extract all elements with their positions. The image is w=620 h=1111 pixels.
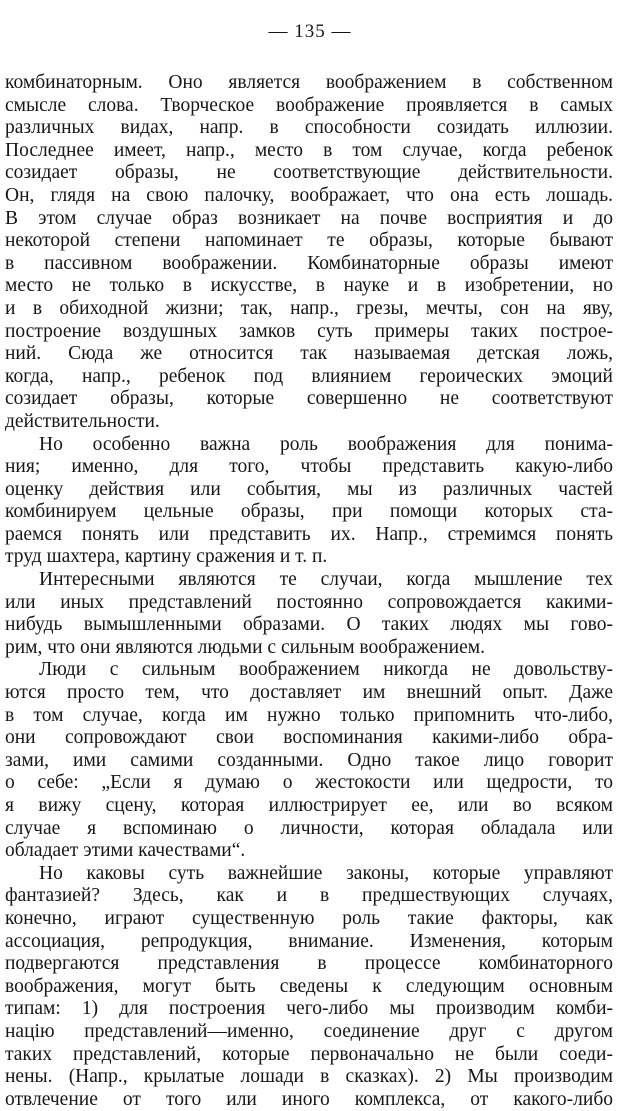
text-line: націю представлений—именно, соединение друг с другом [5,1020,613,1042]
text-line: я вижу сцену, которая иллюстрирует ее, или во всяком [5,795,613,816]
text-line: ний. Сюда же относится так называемая детская ложь, [5,343,613,365]
text-line: нибудь вымышленными образами. О таких людях мы гово- [5,614,613,636]
text-line: когда, напр., ребенок под влиянием героических эмоций [5,365,613,387]
text-line: отвлечение от того или иного комплекса, от какого-либо [5,1088,613,1110]
text-line: В этом случае образ возникает на почве восприятия и до [5,207,613,229]
text-line: оценку действия или события, мы из различных частей [5,478,613,500]
text-line: некоторой степени напоминает те образы, которые бывают [5,230,613,252]
text-line: Люди с сильным воображением никогда не довольству- [39,659,613,681]
text-line: раемся понять или представить их. Напр., стремимся понять [5,523,613,545]
text-line: типам: 1) для построения чего-либо мы производим комби- [5,998,613,1020]
text-line: подвергаются представления в процессе комбинаторного [5,953,613,975]
text-line: нены. (Напр., крылатые лошади в сказках). 2) Мы производим [5,1066,613,1088]
text-line: они сопровождают свои воспоминания какими-либо обра- [5,727,613,749]
text-line: ния; именно, для того, чтобы представить какую-либо [5,456,613,478]
text-line: о себе: „Если я думаю о жестокости или щедрости, то [5,772,613,794]
text-line: таких представлений, которые первоначально не были соеди- [5,1043,613,1065]
text-line: комбинируем цельные образы, при помощи которых ста- [5,501,613,523]
page-number: — 135 — [268,21,352,42]
text-line: рим, что они являются людьми с сильным воображением. [5,636,485,658]
text-line: фантазией? Здесь, как и в предшествующих случаях, [5,885,613,907]
text-line: обладает этими качествами“. [5,840,246,862]
text-line: в пассивном воображении. Комбинаторные образы имеют [5,252,613,274]
text-line: ассоциация, репродукция, внимание. Изменения, которым [5,930,613,952]
text-line: и в обиходной жизни; так, напр., грезы, мечты, сон на яву, [5,297,613,319]
text-line: или иных представлений постоянно сопровождается какими- [5,591,613,613]
body-text [5,72,613,1111]
text-line: Он, глядя на свою палочку, воображает, что она есть лошадь. [5,184,613,206]
text-line: действительности. [5,410,160,432]
text-line: созидает образы, не соответствующие действительности. [5,162,613,184]
text-line: конечно, играют существенную роль такие факторы, как [5,907,613,929]
text-line: смысле слова. Творческое воображение проявляется в самых [5,94,613,116]
text-line: различных видах, напр. в способности созидать иллюзии. [5,117,613,139]
text-line: случае я вспоминаю о личности, которая обладала или [5,817,613,839]
text-line: Последнее имеет, напр., место в том случае, когда ребенок [5,139,613,161]
text-line: построение воздушных замков суть примеры таких построе- [5,320,613,342]
text-line: Но особенно важна роль воображения для понима- [39,433,613,455]
text-line: труд шахтера, картину сражения и т. п. [5,546,328,568]
text-line: место не только в искусстве, в науке и в изобретении, но [5,275,613,297]
text-line: воображения, могут быть сведены к следующим основным [5,975,613,997]
text-line: Интересными являются те случаи, когда мышление тех [39,569,613,591]
text-line: ются просто тем, что доставляет им внешний опыт. Даже [5,682,613,704]
text-line: созидает образы, которые совершенно не соответствуют [5,388,613,410]
text-line: комбинаторным. Оно является воображением в собственном [5,72,613,93]
text-line: Но каковы суть важнейшие законы, которые управляют [39,862,613,884]
text-line: в том случае, когда им нужно только припомнить что-либо, [5,704,613,726]
text-line: зами, ими самими созданными. Одно такое лицо говорит [5,749,613,771]
